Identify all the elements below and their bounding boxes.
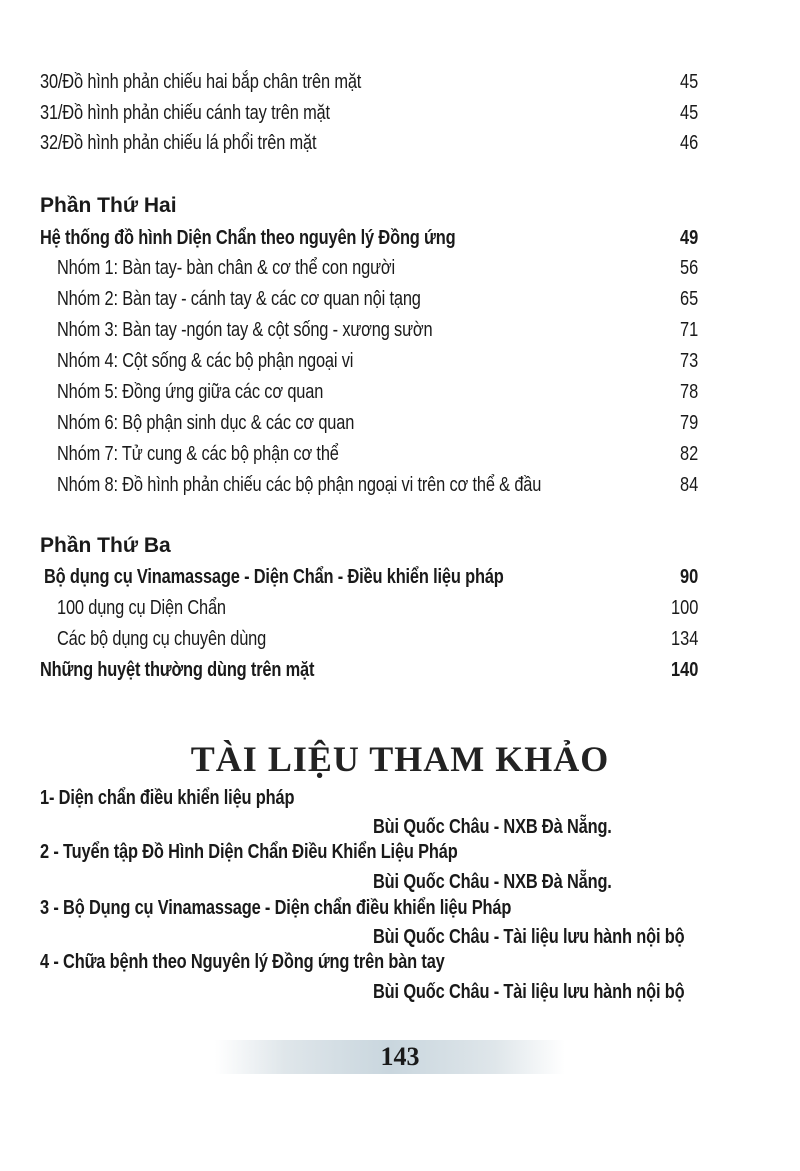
reference-title-text: 3 - Bộ Dụng cụ Vinamassage - Diện chẩn điều khiển liệu Pháp (40, 897, 512, 919)
reference-source (0, 923, 800, 951)
reference-title (0, 784, 800, 812)
toc-entry-page: 71 (679, 319, 698, 341)
reference-source (0, 978, 800, 1006)
toc-entry (0, 316, 800, 344)
toc-entry (0, 656, 800, 684)
toc-entry-label: 32/Đồ hình phản chiếu lá phổi trên mặt (40, 132, 317, 154)
toc-entry-label: 31/Đồ hình phản chiếu cánh tay trên mặt (40, 102, 330, 124)
toc-entry (0, 254, 800, 282)
toc-entry-label: Hệ thống đồ hình Diện Chẩn theo nguyên lý Đồng ứng (40, 227, 456, 249)
toc-entry-page: 56 (679, 257, 698, 279)
toc-entry-label: Nhóm 1: Bàn tay- bàn chân & cơ thể con người (57, 257, 395, 279)
toc-entry-page: 46 (679, 132, 698, 154)
toc-entry-label: Nhóm 8: Đồ hình phản chiếu các bộ phận ngoại vi trên cơ thể & đầu (57, 474, 542, 496)
toc-entry-label: Những huyệt thường dùng trên mặt (40, 659, 315, 681)
toc-entry (0, 563, 800, 591)
toc-entry-page: 82 (679, 443, 698, 465)
toc-entry-label: 30/Đồ hình phản chiếu hai bắp chân trên mặt (40, 71, 362, 93)
reference-title-text: 2 - Tuyển tập Đồ Hình Diện Chẩn Điều Khiển Liệu Pháp (40, 841, 458, 863)
toc-entry-page: 140 (670, 659, 698, 681)
reference-source (0, 813, 800, 841)
references-title: TÀI LIỆU THAM KHẢO (190, 739, 610, 779)
toc-entry-label: Nhóm 3: Bàn tay -ngón tay & cột sống - xương sườn (57, 319, 433, 341)
toc-entry (0, 378, 800, 406)
toc-entry-label: Nhóm 2: Bàn tay - cánh tay & các cơ quan nội tạng (57, 288, 421, 310)
toc-entry-page: 45 (679, 71, 698, 93)
toc-entry-page: 134 (670, 628, 698, 650)
part3-heading: Phần Thứ Ba (40, 534, 171, 557)
toc-entry (0, 347, 800, 375)
reference-title (0, 948, 800, 976)
reference-title (0, 894, 800, 922)
reference-source-text: Bùi Quốc Châu - NXB Đà Nẵng. (373, 816, 612, 838)
toc-entry-label: Nhóm 5: Đồng ứng giữa các cơ quan (57, 381, 324, 403)
reference-source-text: Bùi Quốc Châu - Tài liệu lưu hành nội bộ (373, 981, 685, 1003)
toc-entry (0, 285, 800, 313)
part2-heading: Phần Thứ Hai (40, 194, 177, 217)
toc-entry (0, 68, 800, 96)
toc-entry-page: 45 (679, 102, 698, 124)
page-number: 143 (380, 1042, 420, 1071)
reference-source (0, 868, 800, 896)
toc-entry (0, 224, 800, 252)
reference-title-text: 4 - Chữa bệnh theo Nguyên lý Đồng ứng trên bàn tay (40, 951, 445, 973)
toc-entry-label: 100 dụng cụ Diện Chẩn (57, 597, 226, 619)
toc-entry-label: Nhóm 4: Cột sống & các bộ phận ngoại vi (57, 350, 354, 372)
toc-entry-page: 73 (679, 350, 698, 372)
toc-entry (0, 625, 800, 653)
toc-entry-page: 90 (679, 566, 698, 588)
toc-entry-page: 78 (679, 381, 698, 403)
toc-entry (0, 471, 800, 499)
toc-entry-page: 100 (670, 597, 698, 619)
toc-entry (0, 409, 800, 437)
toc-entry-page: 79 (679, 412, 698, 434)
toc-entry-page: 65 (679, 288, 698, 310)
toc-entry-label: Các bộ dụng cụ chuyên dùng (57, 628, 267, 650)
toc-entry (0, 129, 800, 157)
toc-entry-page: 49 (679, 227, 698, 249)
toc-entry-label: Nhóm 6: Bộ phận sinh dục & các cơ quan (57, 412, 355, 434)
toc-entry (0, 594, 800, 622)
toc-entry (0, 440, 800, 468)
reference-source-text: Bùi Quốc Châu - Tài liệu lưu hành nội bộ (373, 926, 685, 948)
reference-source-text: Bùi Quốc Châu - NXB Đà Nẵng. (373, 871, 612, 893)
toc-entry-label: Bộ dụng cụ Vinamassage - Diện Chẩn - Điều khiển liệu pháp (44, 566, 504, 588)
reference-title-text: 1- Diện chẩn điều khiển liệu pháp (40, 787, 295, 809)
toc-entry-label: Nhóm 7: Tử cung & các bộ phận cơ thể (57, 443, 339, 465)
reference-title (0, 838, 800, 866)
toc-entry-page: 84 (679, 474, 698, 496)
toc-entry (0, 99, 800, 127)
